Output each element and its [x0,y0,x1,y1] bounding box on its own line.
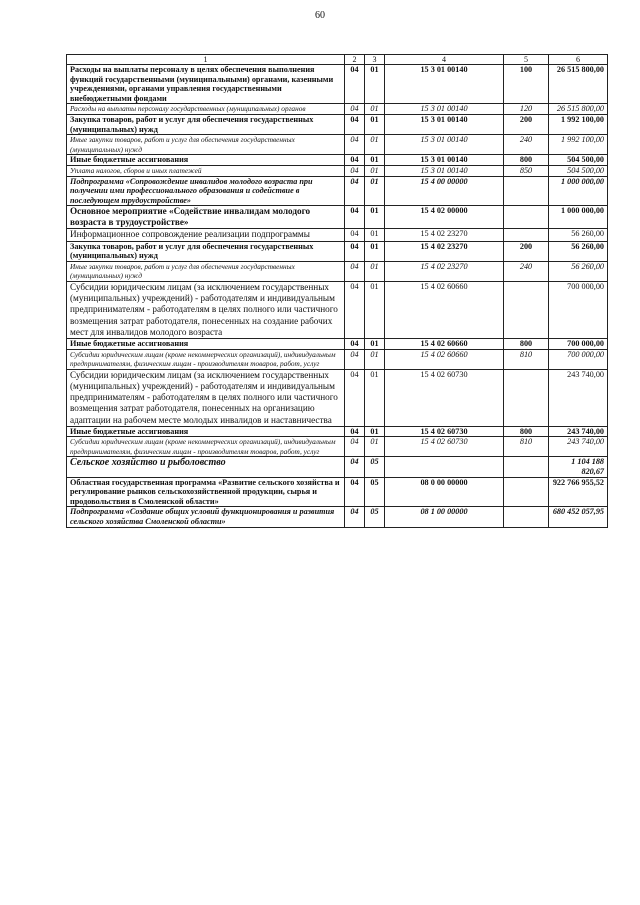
row-amount-cell: 1 000 000,00 [549,206,608,229]
row-amount-cell: 700 000,00 [549,349,608,369]
row-amount-cell: 26 515 800,00 [549,104,608,115]
row-subsection-cell: 05 [365,477,385,507]
budget-table [66,54,608,528]
row-expense-type-cell [504,369,549,426]
row-expense-type-cell [504,176,549,206]
row-expense-type-cell: 200 [504,241,549,261]
table-row [67,349,608,369]
row-subsection-cell: 01 [365,241,385,261]
row-section-cell: 04 [345,426,365,437]
row-subsection-cell: 01 [365,369,385,426]
table-row [67,426,608,437]
row-target-code-cell: 15 4 02 23270 [385,229,504,241]
row-amount-cell: 243 740,00 [549,426,608,437]
table-row [67,338,608,349]
row-name-cell: Уплата налогов, сборов и иных платежей [67,165,345,176]
row-section-cell: 04 [345,65,365,104]
header-cell-6: 6 [549,55,608,65]
row-subsection-cell: 01 [365,437,385,457]
row-name-cell: Субсидии юридическим лицам (кроме некоммерческих организаций), индивидуальным предпринимателям, физическим лицам - производителям товаров, работ, услуг [67,349,345,369]
row-expense-type-cell: 800 [504,155,549,166]
row-subsection-cell: 01 [365,135,385,155]
row-subsection-cell: 01 [365,155,385,166]
row-expense-type-cell [504,507,549,527]
header-cell-3: 3 [365,55,385,65]
row-section-cell: 04 [345,155,365,166]
row-target-code-cell: 15 4 02 00000 [385,206,504,229]
row-amount-cell: 922 766 955,52 [549,477,608,507]
row-amount-cell: 243 740,00 [549,369,608,426]
row-expense-type-cell: 100 [504,65,549,104]
row-section-cell: 04 [345,369,365,426]
row-section-cell: 04 [345,507,365,527]
row-section-cell: 04 [345,437,365,457]
row-section-cell: 04 [345,457,365,477]
table-row [67,281,608,338]
row-amount-cell: 700 000,00 [549,281,608,338]
row-name-cell: Расходы на выплаты персоналу в целях обеспечения выполнения функций государственными (муниципальными) органами, казенными учреждениями, органами управления государственными внебюджетными фондами [67,65,345,104]
row-subsection-cell: 01 [365,261,385,281]
row-amount-cell: 56 260,00 [549,261,608,281]
row-expense-type-cell: 810 [504,437,549,457]
row-subsection-cell: 01 [365,349,385,369]
row-target-code-cell: 15 4 02 60730 [385,437,504,457]
row-target-code-cell: 15 3 01 00140 [385,104,504,115]
row-target-code-cell: 15 3 01 00140 [385,155,504,166]
row-section-cell: 04 [345,229,365,241]
row-section-cell: 04 [345,176,365,206]
row-target-code-cell [385,457,504,477]
table-row [67,261,608,281]
row-name-cell: Основное мероприятие «Содействие инвалидам молодого возраста в трудоустройстве» [67,206,345,229]
row-subsection-cell: 01 [365,176,385,206]
header-cell-5: 5 [504,55,549,65]
row-target-code-cell: 15 4 02 23270 [385,241,504,261]
row-subsection-cell: 05 [365,507,385,527]
row-amount-cell: 1 000 000,00 [549,176,608,206]
header-cell-1: 1 [67,55,345,65]
row-name-cell: Иные бюджетные ассигнования [67,426,345,437]
row-section-cell: 04 [345,241,365,261]
table-row [67,135,608,155]
row-subsection-cell: 01 [365,65,385,104]
row-section-cell: 04 [345,135,365,155]
row-target-code-cell: 15 3 01 00140 [385,65,504,104]
row-expense-type-cell: 240 [504,261,549,281]
header-row [67,55,608,65]
row-subsection-cell: 01 [365,426,385,437]
table-row [67,114,608,134]
row-subsection-cell: 01 [365,165,385,176]
table-row [67,104,608,115]
row-amount-cell: 26 515 800,00 [549,65,608,104]
row-amount-cell: 56 260,00 [549,241,608,261]
row-section-cell: 04 [345,338,365,349]
row-name-cell: Сельское хозяйство и рыболовство [67,457,345,477]
row-target-code-cell: 15 4 02 60660 [385,281,504,338]
row-target-code-cell: 08 0 00 00000 [385,477,504,507]
row-amount-cell: 1 992 100,00 [549,135,608,155]
table-row [67,165,608,176]
row-amount-cell: 243 740,00 [549,437,608,457]
row-target-code-cell: 15 4 02 60660 [385,338,504,349]
row-section-cell: 04 [345,281,365,338]
header-cell-4: 4 [385,55,504,65]
row-name-cell: Закупка товаров, работ и услуг для обеспечения государственных (муниципальных) нужд [67,241,345,261]
row-section-cell: 04 [345,261,365,281]
row-subsection-cell: 01 [365,206,385,229]
table-row [67,155,608,166]
row-target-code-cell: 15 4 02 60730 [385,426,504,437]
row-amount-cell: 504 500,00 [549,155,608,166]
table-row [67,65,608,104]
row-section-cell: 04 [345,114,365,134]
row-section-cell: 04 [345,165,365,176]
row-subsection-cell: 05 [365,457,385,477]
row-target-code-cell: 15 4 00 00000 [385,176,504,206]
row-name-cell: Информационное сопровождение реализации подпрограммы [67,229,345,241]
row-target-code-cell: 15 3 01 00140 [385,165,504,176]
row-expense-type-cell [504,229,549,241]
row-target-code-cell: 15 4 02 60660 [385,349,504,369]
row-name-cell: Субсидии юридическим лицам (за исключением государственных (муниципальных) учреждений) - работодателям и индивидуальным предпринимателям - работодателям в целях полного или частичного возмещения затрат работодателя, понесенных на организацию адаптации на рабочем месте молодых инвалидов и наставничества [67,369,345,426]
row-expense-type-cell [504,206,549,229]
row-amount-cell: 1 104 188 820,67 [549,457,608,477]
row-amount-cell: 680 452 057,95 [549,507,608,527]
row-amount-cell: 56 260,00 [549,229,608,241]
row-section-cell: 04 [345,104,365,115]
row-target-code-cell: 08 1 00 00000 [385,507,504,527]
table-row [67,477,608,507]
row-target-code-cell: 15 3 01 00140 [385,114,504,134]
row-expense-type-cell: 810 [504,349,549,369]
row-name-cell: Областная государственная программа «Развитие сельского хозяйства и регулирование рынков сельскохозяйственной продукции, сырья и продовольствия в Смоленской области» [67,477,345,507]
row-section-cell: 04 [345,477,365,507]
row-expense-type-cell: 850 [504,165,549,176]
row-section-cell: 04 [345,349,365,369]
table-row [67,437,608,457]
row-expense-type-cell [504,281,549,338]
table-row [67,457,608,477]
row-name-cell: Субсидии юридическим лицам (за исключением государственных (муниципальных) учреждений) - работодателям и индивидуальным предпринимателям - работодателям в целях полного или частичного возмещения затрат работодателя, понесенных на создание рабочих мест для инвалидов молодого возраста [67,281,345,338]
page-number: 60 [315,10,325,21]
row-subsection-cell: 01 [365,229,385,241]
row-subsection-cell: 01 [365,281,385,338]
row-target-code-cell: 15 4 02 23270 [385,261,504,281]
row-subsection-cell: 01 [365,114,385,134]
row-amount-cell: 504 500,00 [549,165,608,176]
table-row [67,241,608,261]
row-expense-type-cell: 240 [504,135,549,155]
row-name-cell: Подпрограмма «Создание общих условий функционирования и развития сельского хозяйства Смоленской области» [67,507,345,527]
row-name-cell: Расходы на выплаты персоналу государственных (муниципальных) органов [67,104,345,115]
row-name-cell: Иные закупки товаров, работ и услуг для обеспечения государственных (муниципальных) нужд [67,135,345,155]
row-target-code-cell: 15 3 01 00140 [385,135,504,155]
row-expense-type-cell: 120 [504,104,549,115]
row-name-cell: Субсидии юридическим лицам (кроме некоммерческих организаций), индивидуальным предпринимателям, физическим лицам - производителям товаров, работ, услуг [67,437,345,457]
row-name-cell: Иные бюджетные ассигнования [67,155,345,166]
row-name-cell: Закупка товаров, работ и услуг для обеспечения государственных (муниципальных) нужд [67,114,345,134]
row-subsection-cell: 01 [365,338,385,349]
row-expense-type-cell: 800 [504,426,549,437]
table-row [67,206,608,229]
row-target-code-cell: 15 4 02 60730 [385,369,504,426]
row-name-cell: Иные закупки товаров, работ и услуг для обеспечения государственных (муниципальных) нужд [67,261,345,281]
table-row [67,369,608,426]
row-expense-type-cell [504,457,549,477]
row-expense-type-cell: 200 [504,114,549,134]
row-expense-type-cell: 800 [504,338,549,349]
table-row [67,229,608,241]
row-amount-cell: 1 992 100,00 [549,114,608,134]
header-cell-2: 2 [345,55,365,65]
row-section-cell: 04 [345,206,365,229]
row-amount-cell: 700 000,00 [549,338,608,349]
row-expense-type-cell [504,477,549,507]
table-row [67,176,608,206]
row-subsection-cell: 01 [365,104,385,115]
table-row [67,507,608,527]
row-name-cell: Подпрограмма «Сопровождение инвалидов молодого возраста при получении ими профессионального образования и содействие в последующем трудоустройстве» [67,176,345,206]
row-name-cell: Иные бюджетные ассигнования [67,338,345,349]
